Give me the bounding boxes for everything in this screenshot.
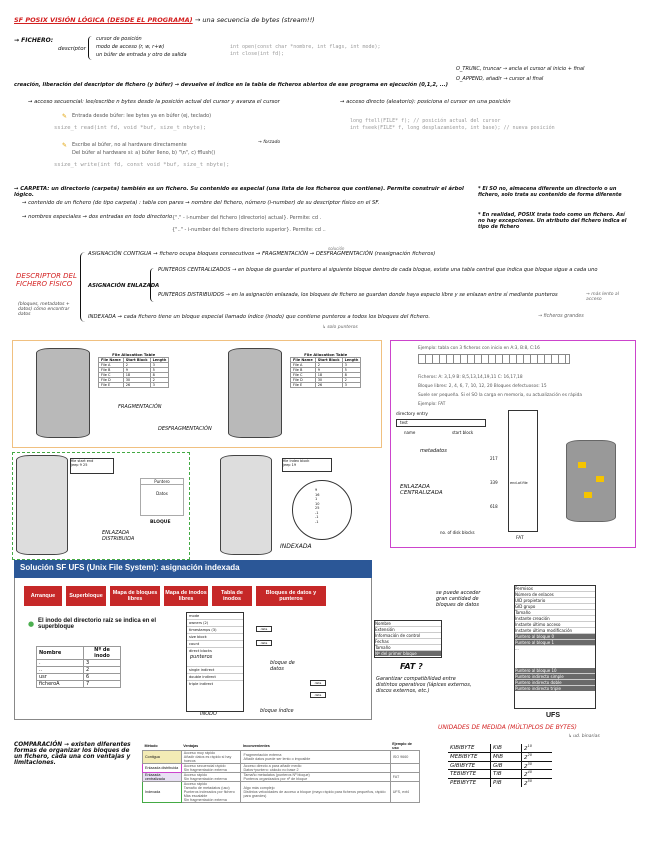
- table-row: File C 18 8: [291, 373, 361, 378]
- ufs-box-tabla-inodos: Tabla de inodos: [212, 586, 252, 606]
- index-block-circle: [292, 480, 352, 540]
- enlazada-brace: [150, 268, 156, 302]
- fragmentacion-label: FRAGMENTACIÓN: [118, 404, 162, 410]
- fat-line-1: Ejemplo: tabla con 3 ficheros con inicio en A:3, B:8, C:16: [418, 346, 540, 351]
- table-row: Enlazada distribuida Acceso secuencial rápido Sin fragmentación externa Acceso directo a para añadir medio Datos+puntero: cálculo no base 2: [143, 764, 420, 773]
- table-row: File E 26 3: [291, 383, 361, 388]
- enlazada-central-label: ENLAZADA CENTRALIZADA: [400, 484, 443, 496]
- fat-line-2: Ficheros: A: 3,1,9 B: 8,5,13,14,19,11 C: 16,17,18: [418, 375, 523, 380]
- disk-cylinder: [228, 348, 282, 438]
- read-note: Entrada desde búfer: lee bytes ya en búfer (ej, teclado): [72, 113, 212, 119]
- asig-contigua-sol: solución: [328, 246, 345, 251]
- eof-label: end-of-file: [510, 481, 528, 485]
- asig-indexada-sub: ↳ solo punteros: [322, 325, 358, 330]
- descriptor-brace: [88, 36, 94, 60]
- enlazada-dist-label: ENLAZADA DISTRIBUIDA: [102, 530, 135, 542]
- descriptor-item-3: un búfer de entrada y otro de salida: [96, 52, 187, 58]
- fat-line-4: Suele ser pequeña. Si el SO la carga en memoria, su actualización es rápida: [418, 393, 582, 398]
- data-block: data: [256, 626, 272, 632]
- disk-cylinder: [16, 455, 68, 555]
- disk-cylinder: [566, 440, 616, 522]
- fat-entry: 339: [490, 480, 498, 485]
- carpeta-text-2: → contenido de un fichero (de tipo carpeta) : tabla con pares → nombre del fichero, número (i-number) de su descriptor físico en el SF.: [22, 200, 380, 206]
- table-row: File C 18 8: [99, 373, 169, 378]
- desfrag-label: DESFRAGMENTACIÓN: [158, 426, 212, 432]
- table-row: TEBIBYTE TiB $2^{40}$: [448, 770, 552, 779]
- disk-cylinder: [220, 455, 272, 555]
- read-code: ssize_t read(int fd, void *buf, size_t nbyte);: [54, 125, 207, 131]
- write-note-2: Del búfer al hardware si: a) búfer lleno, b) "\n", c) fflush(): [72, 150, 216, 156]
- block-yellow: [584, 492, 592, 498]
- fichero-label: → FICHERO:: [14, 37, 54, 44]
- block-diagram: Puntero Datos: [140, 478, 184, 516]
- dir-entry-box: test: [396, 419, 486, 427]
- asignacion-brace: [80, 252, 87, 322]
- asig-indexada: INDEXADA → cada fichero tiene un bloque especial llamado índice (inodo) que contiene punteros a todos los bloques del fichero.: [88, 314, 431, 320]
- ufs-title: Solución SF UFS (Unix File System): asignación indexada: [20, 563, 240, 572]
- fat-table: File Allocation Table File Name Start Block Length File A 2 3 File B 9 5 File C 18 8 File D 30 2 File E 26 3: [290, 352, 361, 388]
- asig-enlazada: ASIGNACIÓN ENLAZADA: [88, 283, 160, 289]
- descriptor-title: DESCRIPTOR DEL FICHERO FÍSICO: [16, 272, 77, 288]
- ufs-box-arranque: Arranque: [24, 586, 62, 606]
- ufs-dir-table: Nombre Nº de inodo . 3 .. 2 usr 6 ficheroA 7: [36, 646, 121, 688]
- flag-trunc: O_TRUNC, truncar → ancla el cursor al inicio + final: [456, 66, 585, 72]
- descriptor-item-1: cursor de posición: [96, 36, 142, 42]
- fat-attr-list: Nombre Extensión Información de control Fechas Tamaño Nº del primer bloque: [374, 620, 442, 658]
- side-note-1: * El SO no, almacena diferente un directorio o un fichero, solo trata su contenido de forma diferente: [478, 186, 622, 198]
- table-row: File D 30 2: [99, 378, 169, 383]
- code-close: int close(int fd);: [230, 51, 285, 57]
- fat-entry: 618: [490, 504, 498, 509]
- write-note-1: Escribe al búfer, no al hardware directamente: [72, 142, 187, 148]
- table-row: File B 9 5: [99, 368, 169, 373]
- fat-line-5: Ejemplo: FAT: [418, 402, 446, 407]
- fat-question-note: Garantizar compatibilidad entre distintos operativos (lápices externos, discos externos, etc.): [376, 676, 472, 694]
- metadatos-label: metadatos: [420, 448, 447, 454]
- inode-label-bloque-datos: bloque de datos: [270, 660, 295, 672]
- fat-label: FAT: [516, 536, 524, 541]
- asig-distribuidos-side: → más lento al acceso: [586, 292, 619, 302]
- table-row: GIBIBYTE GiB $2^{30}$: [448, 761, 552, 770]
- index-values: 9 16 1 10 25 -1 -1 -1: [315, 488, 320, 524]
- page-title: SF POSIX VISIÓN LÓGICA (DESDE EL PROGRAMA) → una secuencia de bytes (stream!!): [14, 16, 315, 24]
- code-open: int open(const char *nombre, int flags, int mode);: [230, 44, 381, 50]
- table-row: ficheroA 7: [37, 681, 121, 688]
- asig-contigua: ASIGNACIÓN CONTIGUA → fichero ocupa bloques consecutivos → FRAGMENTACIÓN → DESFRAGMENTACIÓN (reasignación ficheros): [88, 251, 436, 257]
- rm-note: se puede acceder gran cantidad de bloques de datos: [436, 590, 481, 608]
- comparacion-text: COMPARACIÓN → existen diferentes formas de organizar los bloques de un fichero, cada una con ventajas y limitaciones.: [14, 742, 131, 766]
- inode-label-inodo: INODO: [200, 711, 217, 717]
- fat-column: [508, 410, 538, 532]
- carpeta-text-1: → CARPETA: un directorio (carpeta) también es un fichero. Su contenido es especial (una lista de los ficheros que contiene). Permite construir el árbol lógico.: [14, 186, 464, 198]
- table-row: Enlazada centralizada Acceso rápido Sin fragmentación externa Tamaño metadatos (punteros Nº bloque) Punteros organizados por nº de bloque FAT: [143, 773, 420, 782]
- fat-table: File Allocation Table File Name Start Block Length File A 2 3 File B 9 5 File C 18 8 File D 30 2 File E 26 3: [98, 352, 169, 388]
- start-block-label: start block: [452, 430, 474, 435]
- side-note-2: * En realidad, POSIX trata todo como un fichero. Así no hay excepciones. Un atributo del fichero indica el tipo de fichero: [478, 212, 627, 230]
- ftell-code: long ftell(FILE* f); // posición actual del cursor: [350, 118, 501, 124]
- indexada-label: INDEXADA: [280, 543, 312, 550]
- acceso-secuencial: → acceso secuencial: lee/escribe n bytes desde la posición actual del cursor y avanza el cursor: [28, 99, 280, 105]
- ufs-box-superbloque: Superbloque: [66, 586, 106, 606]
- table-row: PEBIBYTE PiB $2^{50}$: [450, 779, 532, 788]
- unidades-sub: ↳ ud. binarias: [568, 734, 600, 739]
- unidades-table: [448, 744, 552, 787]
- table-row: File E 26 3: [99, 383, 169, 388]
- comparacion-table: Método Ventajas Inconvenientes Ejemplo de uso Contigua Acceso muy rápido Añadir datos es rápido si hay huecos Fragmentación externa Añadir datos puede ser lento o imposible ISO 9660 Enlazada distribuida Acceso secuencial rápido Sin fragmentación externa Acceso directo a para añadir medio Datos+puntero: cálculo no base 2 Enlazada centralizada Acceso rápido Sin fragmentación externa Tamaño metadatos (punteros Nº bloque) Punteros organizados por nº de bloque FAT Indexada Acceso rápido Tamaño de metadatos (uso) Punteros indexados por fichero Más escalable Sin fragmentación externa Algo más complejo Distintos velocidades de acceso a bloque (mayo rápido para ficheros pequeños, rápido para grandes) UFS, ext4: [142, 742, 420, 803]
- ufs-box-mapa-inodos: Mapa de inodos libres: [164, 586, 208, 606]
- fseek-code: int fseek(FILE* f, long desplazamiento, int base); // nueva posición: [350, 125, 555, 131]
- ufs-label: UFS: [546, 712, 560, 719]
- dir-entry-label: directory entry: [396, 412, 428, 417]
- inode-label-indice: bloque índice: [260, 708, 294, 714]
- unidades-title: UNIDADES DE MEDIDA (MÚLTIPLOS DE BYTES): [438, 724, 577, 731]
- write-tag: → forzado: [258, 140, 281, 145]
- leaf-icon: ●: [28, 620, 35, 628]
- table-row: .. 2: [37, 667, 121, 674]
- dir-table: file start end jeep 9 25: [70, 458, 114, 474]
- table-row: usr 6: [37, 674, 121, 681]
- descriptor-item-2: modo de acceso (r, w, r+w): [96, 44, 165, 50]
- nodisk-label: no. of disk blocks: [440, 530, 475, 535]
- table-row: Indexada Acceso rápido Tamaño de metadatos (uso) Punteros indexados por fichero Más escalable Sin fragmentación externa Algo más complejo Distintos velocidades de acceso a bloque (mayo rápido para ficheros pequeños, rápido para grandes) UFS, ext4: [143, 782, 420, 803]
- disk-cylinder: [36, 348, 90, 438]
- pencil-icon: ✎: [62, 113, 68, 120]
- descriptor-label: descriptor: [58, 46, 86, 52]
- fat-line-3: Bloque libres: 2, 4, 6, 7, 10, 12, 20 Bloques defectuosos: 15: [418, 384, 547, 389]
- pencil-icon: ✎: [62, 142, 68, 149]
- table-row: File D 30 2: [291, 378, 361, 383]
- asig-centralizado: PUNTEROS CENTRALIZADOS → en bloque de guardar el puntero al siguiente bloque dentro de cada bloque, existe una tabla central que indica que bloque sigue a cada uno: [158, 267, 598, 273]
- asig-indexada-side: → ficheros grandes: [538, 314, 584, 319]
- ufs-dir-note: El inodo del directorio raíz se indica en el superbloque: [38, 618, 157, 630]
- inode-label-punteros: punteros: [190, 654, 213, 660]
- ufs-box-mapa-bloques: Mapa de bloques libres: [110, 586, 160, 606]
- asig-distribuidos: PUNTEROS DISTRIBUIDOS → en la asignación enlazada, los bloques de fichero se guardan donde haya espacio libre y se enlazan entre sí mediante punteros: [158, 292, 558, 298]
- table-row: File B 9 5: [291, 368, 361, 373]
- acceso-directo: → acceso directo (aleatorio): posiciona el cursor en una posición: [340, 99, 511, 105]
- table-row: Contigua Acceso muy rápido Añadir datos es rápido si hay huecos Fragmentación externa Añadir datos puede ser lento o imposible ISO 9660: [143, 751, 420, 764]
- table-row: File A 2 3: [291, 363, 361, 368]
- table-row: . 3: [37, 660, 121, 667]
- carpeta-text-3: → nombres especiales → dos entradas en todo directorio: [22, 214, 173, 220]
- inode-box: mode owners (2) timestamps (3) size block count direct blocks single indirect double indirect triple indirect: [186, 612, 244, 712]
- bloque-label: BLOQUE: [150, 520, 171, 525]
- creacion-text: creación, liberación del descriptor de fichero (y búfer) → devuelve el índice en la tabla de ficheros abiertos de ese programa en ejecución (0,1,2, ...): [14, 82, 449, 88]
- fat-question: FAT ?: [400, 662, 423, 671]
- table-row: MEBIBYTE MiB $2^{20}$: [448, 752, 552, 761]
- block-yellow: [578, 462, 586, 468]
- ufs-box-bloques-datos: Bloques de datos y punteros: [256, 586, 326, 606]
- fat-entry: 217: [490, 456, 498, 461]
- write-code: ssize_t write(int fd, const void *buf, size_t nbyte);: [54, 162, 230, 168]
- data-block: data: [256, 640, 272, 646]
- ufs-attr-list: Permisos Número de enlaces UID propietario GID grupo Tamaño Instante creación Instante último acceso Instante última modificación Puntero al bloque 0 Puntero al bloque 1 ... Puntero al bloque 10 Puntero indirecto simple Puntero indirecto doble Puntero indirecto triple: [514, 585, 596, 709]
- especial-2: {".." - i-number del fichero directorio superior}. Permite: cd ..: [172, 227, 326, 233]
- table-row: KIBIBYTE KiB $2^{10}$: [448, 744, 552, 752]
- name-label: name: [404, 430, 416, 435]
- data-block: data: [310, 680, 326, 686]
- block-yellow: [596, 476, 604, 482]
- fat-strip: [418, 354, 570, 364]
- idx-dir-table: file index block jeep 19: [282, 458, 332, 472]
- especial-1: {"." - i-number del fichero (directorio) actual}. Permite: cd .: [172, 215, 322, 221]
- table-row: File A 2 3: [99, 363, 169, 368]
- descriptor-note: (bloques, metadatos + datos) cómo encontrar datos: [18, 302, 70, 317]
- data-block: data: [310, 692, 326, 698]
- flag-append: O_APPEND, añadir → cursor al final: [456, 76, 544, 82]
